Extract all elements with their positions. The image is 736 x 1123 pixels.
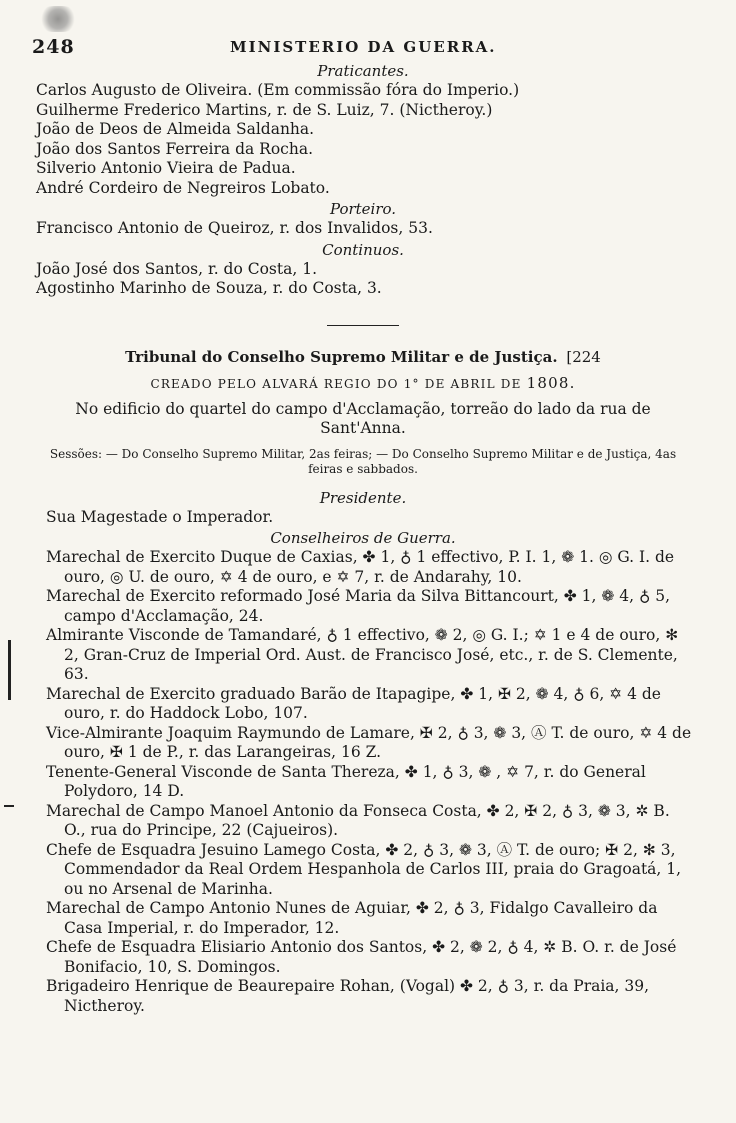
ink-blot [38, 6, 78, 32]
tribunal-heading [30, 348, 696, 366]
list-item: Vice-Almirante Joaquim Raymundo de Lamare, ✠ 2, ♁ 3, ❁ 3, Ⓐ T. de ouro, ✡ 4 de ouro, ✠ 1 de P., r. das Larangeiras, 16 Z. [46, 723, 692, 761]
heading-praticantes: Praticantes. [317, 62, 409, 80]
running-title: MINISTERIO DA GUERRA. [230, 38, 497, 56]
list-item: Marechal de Exercito Duque de Caxias, ✤ 1, ♁ 1 effectivo, P. I. 1, ❁ 1. ◎ G. I. de ouro, ◎ U. de ouro, ✡ 4 de ouro, e ✡ 7, r. de Andarahy, 10. [46, 548, 675, 586]
list-item: Tenente-General Visconde de Santa Thereza, ✤ 1, ♁ 3, ❁ , ✡ 7, r. do General Polydoro, 14 D. [46, 762, 646, 800]
section-divider [327, 325, 399, 326]
list-item: Agostinho Marinho de Souza, r. do Costa, 3. [36, 279, 382, 297]
conselheiros-list [30, 548, 696, 1016]
heading-presidente: Presidente. [319, 488, 407, 507]
creado-year: 1808. [526, 373, 576, 392]
sessoes-text: Sessões: — Do Conselho Supremo Militar, 2as feiras; — Do Conselho Supremo Militar e de Justiça, 4as feiras e sabbados. [49, 446, 677, 476]
heading-porteiro: Porteiro. [329, 200, 397, 218]
creado-text: CREADO PELO ALVARÁ REGIO DO 1° DE ABRIL DE [150, 376, 522, 391]
margin-mark [8, 640, 11, 700]
list-item: Silverio Antonio Vieira de Padua. [36, 159, 296, 177]
page-header [30, 36, 696, 58]
list-item: Marechal de Exercito reformado José Maria da Silva Bittancourt, ✤ 1, ❁ 4, ♁ 5, campo d'Acclamação, 24. [46, 587, 671, 625]
list-item: Brigadeiro Henrique de Beaurepaire Rohan, (Vogal) ✤ 2, ♁ 3, r. da Praia, 39, Nictheroy. [46, 977, 650, 1015]
list-item: Marechal de Campo Antonio Nunes de Aguiar, ✤ 2, ♁ 3, Fidalgo Cavalleiro da Casa Imperial, r. do Imperador, 12. [46, 899, 658, 937]
list-item: Chefe de Esquadra Jesuino Lamego Costa, ✤ 2, ♁ 3, ❁ 3, Ⓐ T. de ouro; ✠ 2, ✻ 3, Commendador da Real Ordem Hespanhola de Carlos III, praia do Gragoatá, 1, ou no Arsenal de Marinha. [46, 840, 682, 898]
continuos-list [30, 260, 696, 299]
list-item: Almirante Visconde de Tamandaré, ♁ 1 effectivo, ❁ 2, ◎ G. I.; ✡ 1 e 4 de ouro, ✻ 2, Gran-Cruz de Imperial Ord. Aust. de Francisco José, etc., r. de S. Clemente, 63. [46, 626, 679, 683]
presidente-list [30, 508, 696, 528]
tribunal-number: [224 [566, 347, 601, 366]
list-item: João de Deos de Almeida Saldanha. [36, 120, 315, 138]
list-item: João José dos Santos, r. do Costa, 1. [36, 259, 317, 278]
heading-continuos: Continuos. [322, 240, 404, 259]
list-item: Marechal de Campo Manoel Antonio da Fonseca Costa, ✤ 2, ✠ 2, ♁ 3, ❁ 3, ✲ B. O., rua do Principe, 22 (Cajueiros). [46, 801, 670, 839]
tribunal-title: Tribunal do Conselho Supremo Militar e de Justiça. [125, 347, 558, 366]
creado-line [30, 374, 696, 392]
list-item: Marechal de Exercito graduado Barão de Itapagipe, ✤ 1, ✠ 2, ❁ 4, ♁ 6, ✡ 4 de ouro, r. do Haddock Lobo, 107. [46, 684, 661, 722]
list-item: Carlos Augusto de Oliveira. (Em commissão fóra do Imperio.) [36, 81, 520, 99]
heading-conselheiros: Conselheiros de Guerra. [270, 529, 456, 547]
list-item: João dos Santos Ferreira da Rocha. [36, 139, 313, 158]
praticantes-list [30, 81, 696, 198]
list-item: Chefe de Esquadra Elisiario Antonio dos Santos, ✤ 2, ❁ 2, ♁ 4, ✲ B. O. r. de José Bonifacio, 10, S. Domingos. [46, 938, 677, 976]
list-item: André Cordeiro de Negreiros Lobato. [36, 178, 330, 197]
page-number: 248 [32, 36, 75, 58]
porteiro-list [30, 219, 696, 239]
edificio-text: No edificio do quartel do campo d'Acclamação, torreão do lado da rua de Sant'Anna. [75, 399, 651, 437]
margin-mark [4, 805, 14, 807]
list-item: Guilherme Frederico Martins, r. de S. Luiz, 7. (Nictheroy.) [36, 100, 493, 119]
list-item: Sua Magestade o Imperador. [46, 507, 274, 526]
list-item: Francisco Antonio de Queiroz, r. dos Invalidos, 53. [36, 219, 433, 237]
